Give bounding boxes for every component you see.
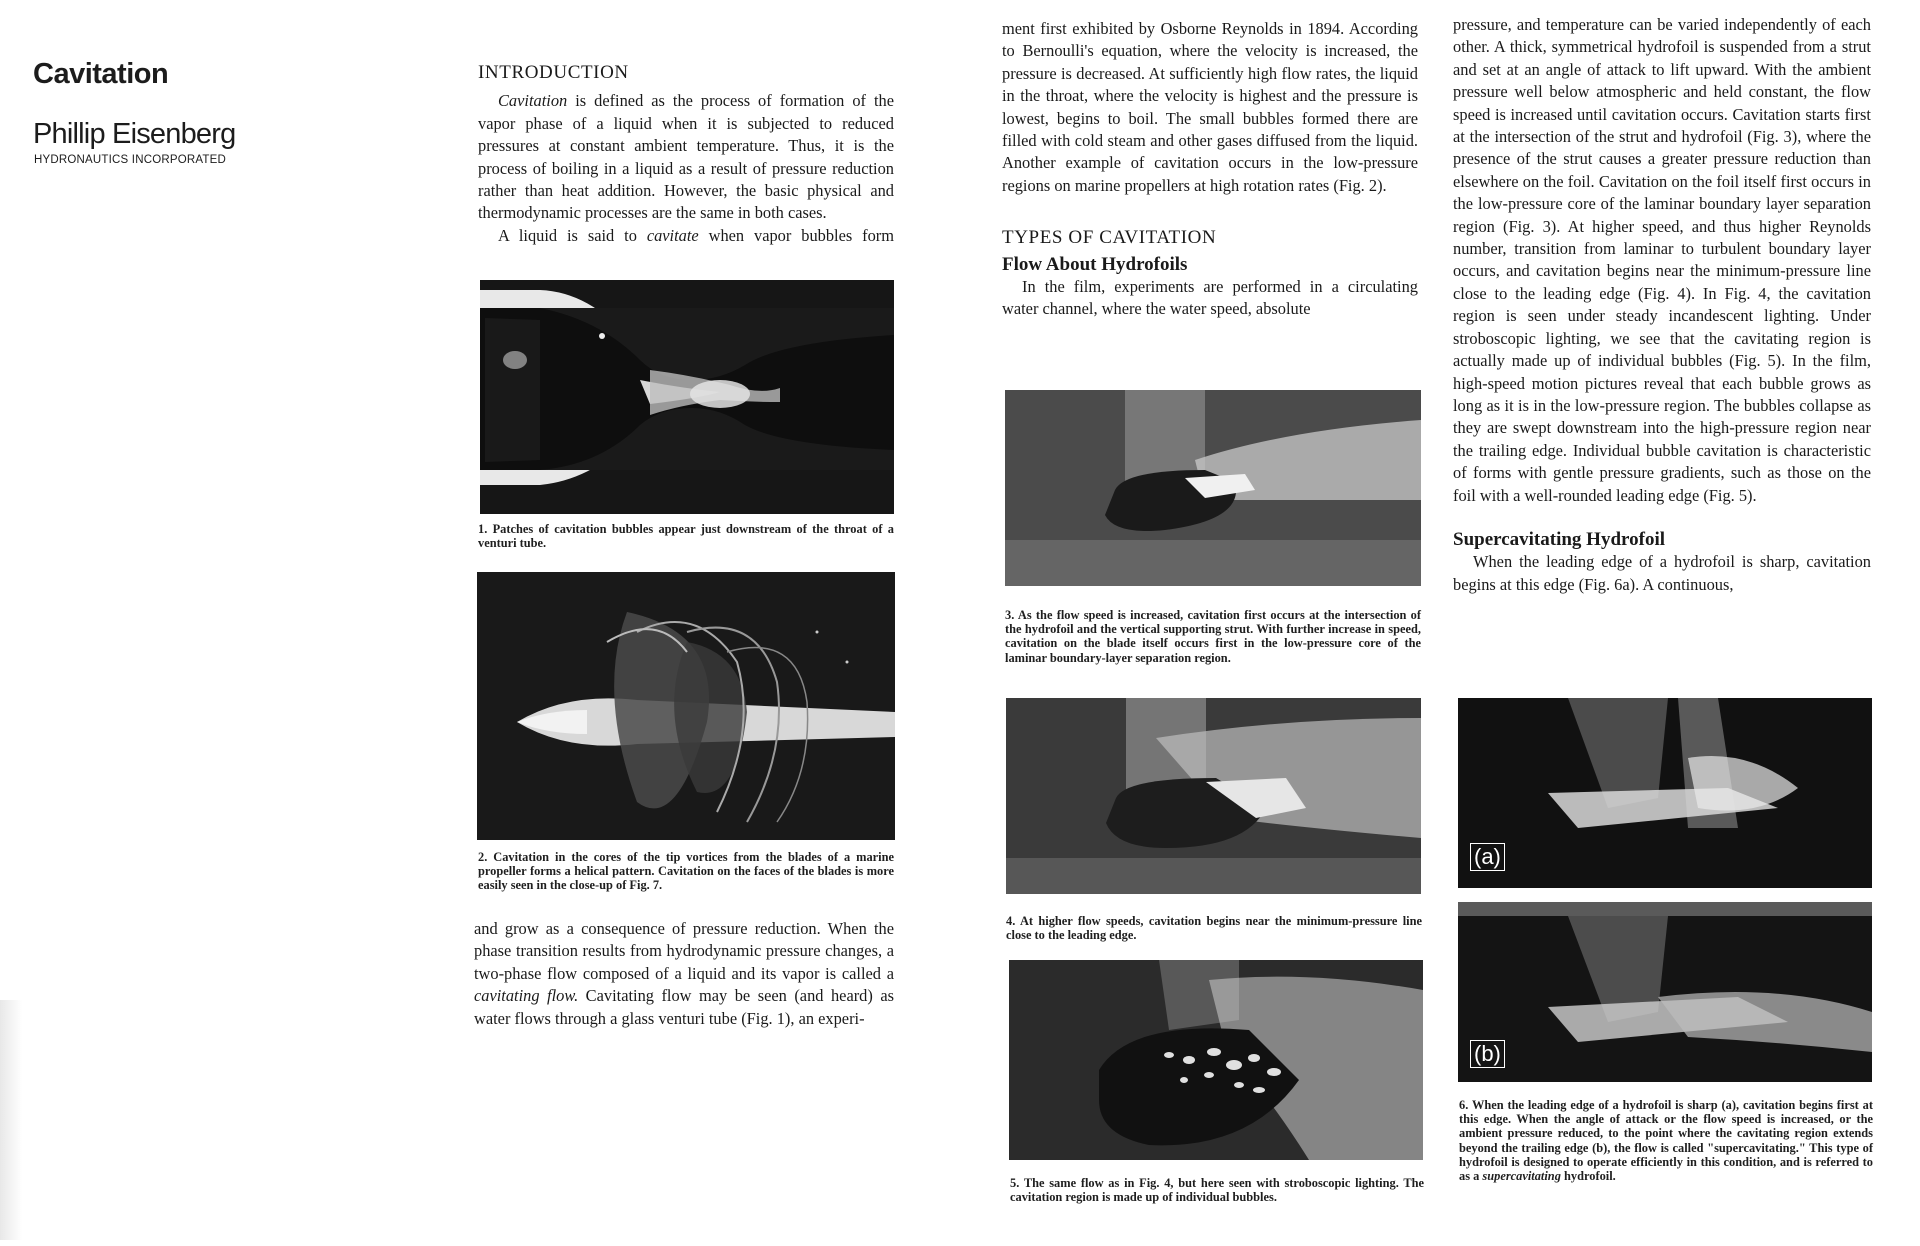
- author-affiliation: HYDRONAUTICS INCORPORATED: [34, 154, 226, 166]
- paragraph-cavitating-flow: and grow as a consequence of pressure reduction. When the phase transition results from hydrodynamic pressure changes, a two-phase flow composed of a liquid and its vapor is called a cavitating flow. Cavitating flow may be seen (and heard) as water flows through a glass venturi tube (Fig. 1), an experi-: [474, 919, 894, 1028]
- paragraph-reynolds: ment first exhibited by Osborne Reynolds in 1894. According to Bernoulli's equation, where the velocity is increased, the pressure is decreased. At sufficiently high flow rates, the liquid in the throat, where the velocity is highest and the pressure is lowest, begins to boil. The small bubbles formed there are filled with cold steam and other gases diffused from the liquid. Another example of cavitation occurs in the low-pressure regions on marine propellers at high rotation rates (Fig. 2).: [1002, 19, 1418, 195]
- figure-1-venturi-photo: [480, 280, 894, 514]
- paragraph-supercavitating: When the leading edge of a hydrofoil is sharp, cavitation begins at this edge (Fig. 6a). A continuous,: [1453, 552, 1871, 594]
- article-title: Cavitation: [33, 58, 169, 90]
- figure-6-caption: 6. When the leading edge of a hydrofoil is sharp (a), cavitation begins first at this edge. When the angle of attack or the flow speed is increased, or the ambient pressure reduced, to the point where the cavitating region extends beyond the trailing edge (b), the flow is called "supercavitating." This type of hydrofoil is designed to operate efficiently in this condition, and is referred to as a supercavitating hydrofoil.: [1459, 1098, 1873, 1184]
- hydrofoil-strut-illustration: [1005, 390, 1421, 586]
- column-2-top: [1002, 18, 1418, 321]
- types-heading: TYPES OF CAVITATION: [1002, 227, 1217, 249]
- figure-label-a: (a): [1470, 843, 1505, 871]
- venturi-tube-illustration: [480, 280, 894, 514]
- hydrofoils-subheading: Flow About Hydrofoils: [1002, 253, 1188, 275]
- column-3-top: [1453, 14, 1871, 596]
- bubble-cavitation-illustration: [1009, 960, 1423, 1160]
- cavitation-term: Cavitation: [498, 91, 568, 111]
- column-1-bottom: [474, 918, 894, 1030]
- sharp-edge-hydrofoil-illustration: [1458, 698, 1872, 888]
- author-name: Phillip Eisenberg: [33, 118, 236, 150]
- figure-6b-photo: [1458, 902, 1872, 1082]
- propeller-vortex-illustration: [477, 572, 895, 840]
- figure-4-caption: 4. At higher flow speeds, cavitation begins near the minimum-pressure line close to the leading edge.: [1006, 914, 1422, 943]
- scan-edge-shadow: [0, 1000, 22, 1240]
- paragraph-cavitate: A liquid is said to cavitate when vapor bubbles form: [498, 225, 895, 245]
- figure-5-hydrofoil-photo: [1009, 960, 1423, 1160]
- figure-2-caption: 2. Cavitation in the cores of the tip vortices from the blades of a marine propeller forms a helical pattern. Cavitation on the faces of the blades is more easily seen in the close-up of Fig. 7.: [478, 850, 894, 893]
- figure-5-caption: 5. The same flow as in Fig. 4, but here seen with stroboscopic lighting. The cavitation region is made up of individual bubbles.: [1010, 1176, 1424, 1205]
- figure-1-caption: 1. Patches of cavitation bubbles appear just downstream of the throat of a venturi tube.: [478, 522, 894, 551]
- figure-4-hydrofoil-photo: [1006, 698, 1421, 894]
- column-1-top: [478, 62, 894, 247]
- paragraph-hydrofoil: pressure, and temperature can be varied independently of each other. A thick, symmetrical hydrofoil is suspended from a strut and set at an angle of attack to lift upward. With the ambient pressure well below atmospheric and held constant, the flow speed is increased until cavitation occurs. Cavitation starts first at the intersection of the strut and hydrofoil (Fig. 3), where the presence of the strut causes a greater pressure reduction than elsewhere on the foil. Cavitation on the foil itself first occurs in the low-pressure core of the laminar boundary layer separation region (Fig. 3). At higher speed, and thus higher Reynolds number, transition from laminar to turbulent boundary layer occurs, and cavitation begins near the minimum-pressure line close to the leading edge (Fig. 4). In Fig. 4, the cavitation region is seen under steady incandescent lighting. Under stroboscopic lighting, we see that the cavitating region is actually made up of individual bubbles (Fig. 5). In the film, high-speed motion pictures reveal that each bubble grows as long as it is in the low-pressure region. The bubbles collapse as they are swept downstream into the high-pressure region near the trailing edge. Individual bubble cavitation is characteristic of forms with gentle pressure gradients, such as those on the foil with a well-rounded leading edge (Fig. 5).: [1453, 15, 1871, 505]
- figure-6a-photo: [1458, 698, 1872, 888]
- introduction-heading: INTRODUCTION: [478, 62, 629, 83]
- figure-3-hydrofoil-photo: [1005, 390, 1421, 586]
- figure-3-caption: 3. As the flow speed is increased, cavitation first occurs at the intersection of the hydrofoil and the vertical supporting strut. With further increase in speed, cavitation on the blade itself occurs first in the low-pressure core of the laminar boundary-layer separation region.: [1005, 608, 1421, 665]
- paragraph-intro: Cavitation is defined as the process of formation of the vapor phase of a liquid when it is subjected to reduced pressures at constant ambient temperature. Thus, it is the process of boiling in a liquid as a result of pressure reduction rather than heat addition. However, the basic physical and thermodynamic processes are the same in both cases.: [478, 91, 894, 223]
- supercavitating-hydrofoil-illustration: [1458, 902, 1872, 1082]
- figure-2-propeller-photo: [477, 572, 895, 840]
- supercavitating-subheading: Supercavitating Hydrofoil: [1453, 528, 1666, 550]
- leading-edge-cavitation-illustration: [1006, 698, 1421, 894]
- paragraph-film: In the film, experiments are performed in a circulating water channel, where the water speed, absolute: [1002, 277, 1418, 319]
- figure-label-b: (b): [1470, 1040, 1505, 1068]
